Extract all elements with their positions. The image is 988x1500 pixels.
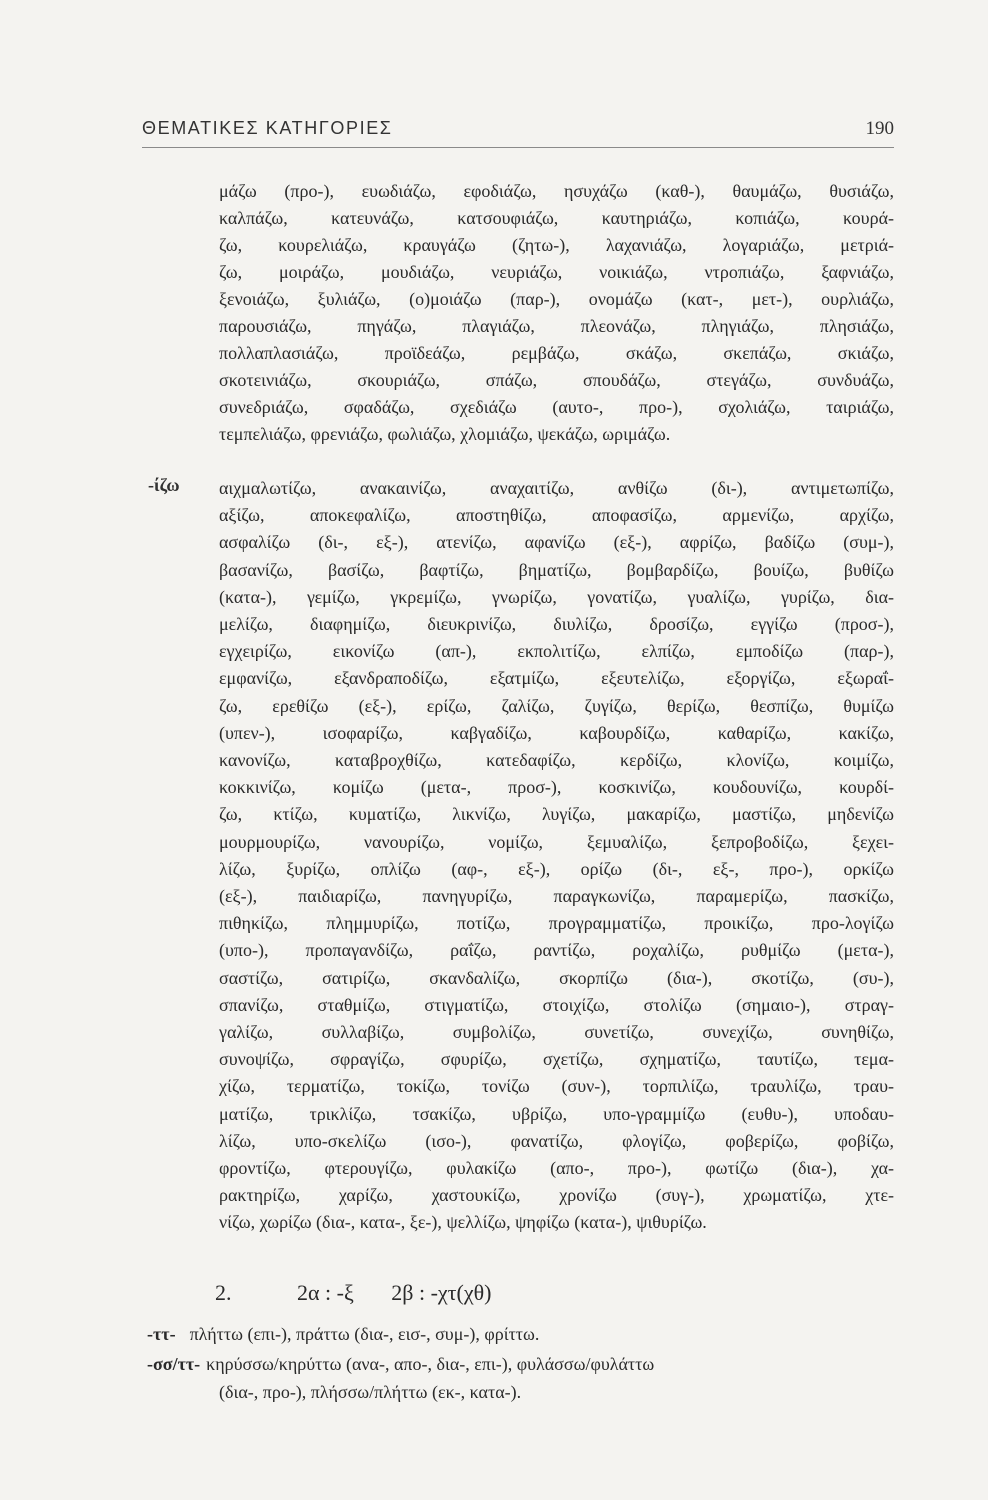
text-line: (κατα-), γεμίζω, γκρεμίζω, γνωρίζω, γονατίζω, γυαλίζω, γυρίζω, δια- — [219, 586, 894, 607]
text-line: αιχμαλωτίζω, ανακαινίζω, αναχαιτίζω, ανθίζω (δι-), αντιμετωπίζω, — [219, 478, 894, 498]
text-line: ματίζω, τρικλίζω, τσακίζω, υβρίζω, υπο-γραμμίζω (ευθυ-), υποδαυ- — [219, 1103, 894, 1124]
text-line: μάζω (προ-), ευωδιάζω, εφοδιάζω, ησυχάζω (καθ-), θαυμάζω, θυσιάζω, — [219, 181, 894, 201]
text-line: ασφαλίζω (δι-, εξ-), ατενίζω, αφανίζω (εξ-), αφρίζω, βαδίζω (συμ-), — [219, 532, 894, 553]
text-line: (εξ-), παιδιαρίζω, πανηγυρίζω, παραγκωνίζω, παραμερίζω, πασκίζω, — [219, 886, 894, 906]
text-line: τεμπελιάζω, φρενιάζω, φωλιάζω, χλομιάζω, ψεκάζω, ωριμάζω. — [219, 424, 671, 444]
text-line: βασανίζω, βασίζω, βαφτίζω, βηματίζω, βομβαρδίζω, βουίζω, βυθίζω — [219, 559, 894, 580]
text-line: ξενοιάζω, ξυλιάζω, (ο)μοιάζω (παρ-), ονομάζω (κατ-, μετ-), ουρλιάζω, — [219, 289, 894, 309]
text-line: ζω, μοιράζω, μουδιάζω, νευριάζω, νοικιάζω, ντροπιάζω, ξαφνιάζω, — [219, 262, 894, 282]
text-line: κοκκινίζω, κομίζω (μετα-, προσ-), κοσκινίζω, κουδουνίζω, κουρδί- — [219, 777, 894, 798]
entry-text: κηρύσσω/κηρύττω (ανα-, απο-, δια-, επι-), φυλάσσω/φυλάττω — [206, 1354, 655, 1374]
entry-text: πλήττω (επι-), πράττω (δια-, εισ-, συμ-), φρίττω. — [189, 1324, 540, 1344]
text-line: γαλίζω, συλλαβίζω, συμβολίζω, συνετίζω, συνεχίζω, συνηθίζω, — [219, 1022, 894, 1042]
text-line: φροντίζω, φτερουγίζω, φυλακίζω (απο-, προ-), φωτίζω (δια-), χα- — [219, 1158, 894, 1178]
text-line: πιθηκίζω, πλημμυρίζω, ποτίζω, προγραμματίζω, προικίζω, προ-λογίζω — [219, 913, 894, 934]
text-line: σπανίζω, σταθμίζω, στιγματίζω, στοιχίζω, στολίζω (σημαιο-), στραγ- — [219, 994, 894, 1015]
subsection-2a: 2α : -ξ — [297, 1280, 354, 1305]
text-line: (υπο-), προπαγανδίζω, ραΐζω, ραντίζω, ροχαλίζω, ρυθμίζω (μετα-), — [219, 940, 894, 961]
text-line: παρουσιάζω, πηγάζω, πλαγιάζω, πλεονάζω, πληγιάζω, πλησιάζω, — [219, 316, 894, 336]
text-line: ζω, κουρελιάζω, κραυγάζω (ζητω-), λαχανιάζω, λογαριάζω, μετριά- — [219, 235, 894, 255]
text-line: συνεδριάζω, σφαδάζω, σχεδιάζω (αυτο-, προ-), σχολιάζω, ταιριάζω, — [219, 397, 894, 417]
entry-ss-tt-continuation — [219, 1379, 979, 1405]
text-line: κανονίζω, καταβροχθίζω, κατεδαφίζω, κερδίζω, κλονίζω, κοιμίζω, — [219, 750, 894, 770]
text-line: σαστίζω, σατιρίζω, σκανδαλίζω, σκορπίζω (δια-), σκοτίζω, (συ-), — [219, 967, 894, 988]
text-line: ζω, κτίζω, κυματίζω, λικνίζω, λυγίζω, μακαρίζω, μαστίζω, μηδενίζω — [219, 804, 894, 825]
header-title: ΘΕΜΑΤΙΚΕΣ ΚΑΤΗΓΟΡΙΕΣ — [142, 118, 393, 138]
text-line: (υπεν-), ισοφαρίζω, καβγαδίζω, καβουρδίζω, καθαρίζω, κακίζω, — [219, 722, 894, 743]
text-line: ζω, ερεθίζω (εξ-), ερίζω, ζαλίζω, ζυγίζω, θερίζω, θεσπίζω, θυμίζω — [219, 695, 894, 716]
text-line: εγχειρίζω, εικονίζω (απ-), εκπολιτίζω, ελπίζω, εμποδίζω (παρ-), — [219, 641, 894, 662]
entry-text: (δια-, προ-), πλήσσω/πλήττω (εκ-, κατα-). — [219, 1382, 522, 1402]
text-line: σκοτεινιάζω, σκουριάζω, σπάζω, σπουδάζω, στεγάζω, συνδυάζω, — [219, 370, 894, 390]
section-2-heading — [215, 1280, 491, 1314]
text-line: λίζω, ξυρίζω, οπλίζω (αφ-, εξ-), ορίζω (δι-, εξ-, προ-), ορκίζω — [219, 858, 894, 879]
text-line: εμφανίζω, εξανδραποδίζω, εξατμίζω, εξευτελίζω, εξοργίζω, εξωραΐ- — [219, 668, 894, 689]
suffix-marker: -ττ- — [147, 1324, 176, 1344]
entry-ss-tt — [147, 1351, 907, 1377]
text-line: πολλαπλασιάζω, προϊδεάζω, ρεμβάζω, σκάζω, σκεπάζω, σκιάζω, — [219, 343, 894, 363]
text-line: αξίζω, αποκεφαλίζω, αποστηθίζω, αποφασίζω, αρμενίζω, αρχίζω, — [219, 505, 894, 526]
subsection-2b: 2β : -χτ(χθ) — [391, 1280, 492, 1305]
header-rule — [142, 147, 894, 148]
text-line: νίζω, χωρίζω (δια-, κατα-, ξε-), ψελλίζω, ψηφίζω (κατα-), ψιθυρίζω. — [219, 1212, 707, 1233]
text-line: λίζω, υπο-σκελίζω (ισο-), φανατίζω, φλογίζω, φοβερίζω, φοβίζω, — [219, 1130, 894, 1151]
text-line: μελίζω, διαφημίζω, διευκρινίζω, διυλίζω, δροσίζω, εγγίζω (προσ-), — [219, 614, 894, 634]
text-line: καλπάζω, κατευνάζω, κατσουφιάζω, καυτηριάζω, κοπιάζω, κουρά- — [219, 208, 894, 228]
text-line: χίζω, τερματίζω, τοκίζω, τονίζω (συν-), τορπιλίζω, τραυλίζω, τραυ- — [219, 1076, 894, 1097]
page-number: 190 — [865, 118, 894, 139]
suffix-marker: -σσ/ττ- — [147, 1354, 201, 1374]
running-header — [142, 118, 894, 148]
entry-tt — [147, 1321, 907, 1347]
text-line: ρακτηρίζω, χαρίζω, χαστουκίζω, χρονίζω (συγ-), χρωματίζω, χτε- — [219, 1185, 894, 1206]
section-number: 2. — [215, 1280, 232, 1305]
text-line: συνοψίζω, σφραγίζω, σφυρίζω, σχετίζω, σχηματίζω, ταυτίζω, τεμα- — [219, 1049, 894, 1070]
suffix-marker: -ίζω — [148, 475, 180, 495]
text-line: μουρμουρίζω, νανουρίζω, νομίζω, ξεμυαλίζω, ξεπροβοδίζω, ξεχει- — [219, 831, 894, 852]
